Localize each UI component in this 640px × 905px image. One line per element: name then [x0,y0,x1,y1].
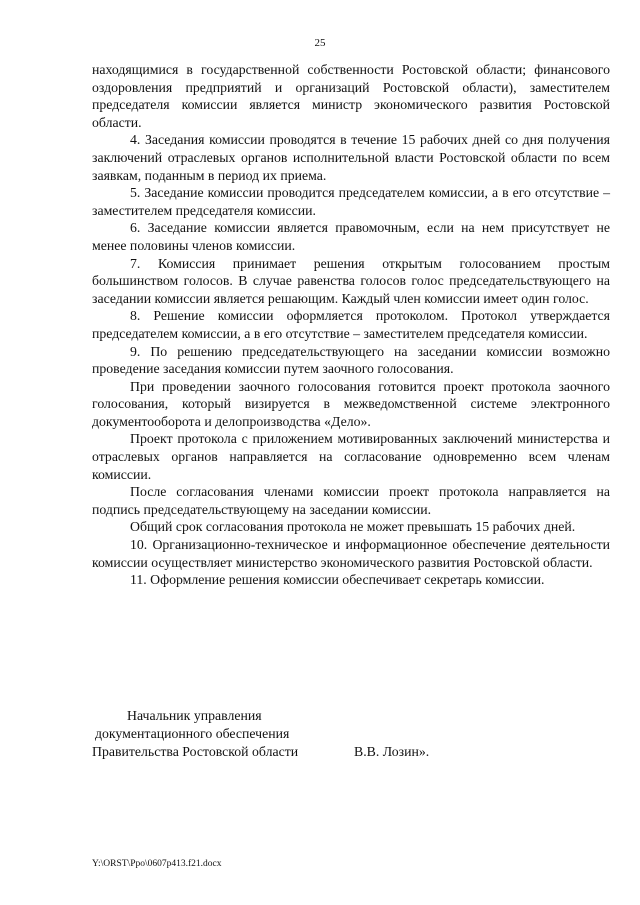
document-body [92,61,610,589]
signature-block [92,707,610,761]
paragraph: находящимися в государственной собственности Ростовской области; финансового оздоровления предприятий и организаций Ростовской области), заместителем председателя комиссии является министр экономического развития Ростовской области. [92,62,610,130]
signatory-title-line-3: Правительства Ростовской области [92,744,299,759]
paragraph: Проект протокола с приложением мотивированных заключений министерства и отраслевых органов направляется на согласование одновременно всем членам комиссии. [92,431,610,482]
paragraph: После согласования членами комиссии проект протокола направляется на подпись председательствующему на заседании комиссии. [92,484,610,517]
paragraph: 4. Заседания комиссии проводятся в течение 15 рабочих дней со дня получения заключений отраслевых органов исполнительной власти Ростовской области по всем заявкам, поданным в период их приема. [92,132,610,183]
paragraph: 10. Организационно-техническое и информационное обеспечение деятельности комиссии осуществляет министерство экономического развития Ростовской области. [92,537,610,570]
paragraph: Общий срок согласования протокола не может превышать 15 рабочих дней. [130,519,576,535]
paragraph: 8. Решение комиссии оформляется протоколом. Протокол утверждается председателем комиссии, а в его отсутствие – заместителем председателя комиссии. [92,308,610,341]
paragraph: 5. Заседание комиссии проводится председателем комиссии, а в его отсутствие – заместителем председателя комиссии. [92,185,610,218]
paragraph: 6. Заседание комиссии является правомочным, если на нем присутствует не менее половины членов комиссии. [92,220,610,253]
signatory-title-line-2: документационного обеспечения [95,726,290,741]
page-number: 25 [314,37,326,49]
footer-file-path: Y:\ORST\Ppo\0607p413.f21.docx [92,859,222,869]
signatory-name: В.В. Лозин». [354,744,430,759]
paragraph: 11. Оформление решения комиссии обеспечивает секретарь комиссии. [130,572,545,588]
signatory-title-line-1: Начальник управления [127,708,262,723]
paragraph: 9. По решению председательствующего на заседании комиссии возможно проведение заседания комиссии путем заочного голосования. [92,343,610,377]
paragraph: 7. Комиссия принимает решения открытым голосованием простым большинством голосов. В случае равенства голосов голос председательствующего на заседании комиссии является решающим. Каждый член комиссии имеет один голос. [92,255,610,306]
signatory-title-line-3-row [92,743,610,761]
paragraph: При проведении заочного голосования готовится проект протокола заочного голосования, который визируется в межведомственной системе электронного документооборота и делопроизводства «Дело». [92,378,610,429]
